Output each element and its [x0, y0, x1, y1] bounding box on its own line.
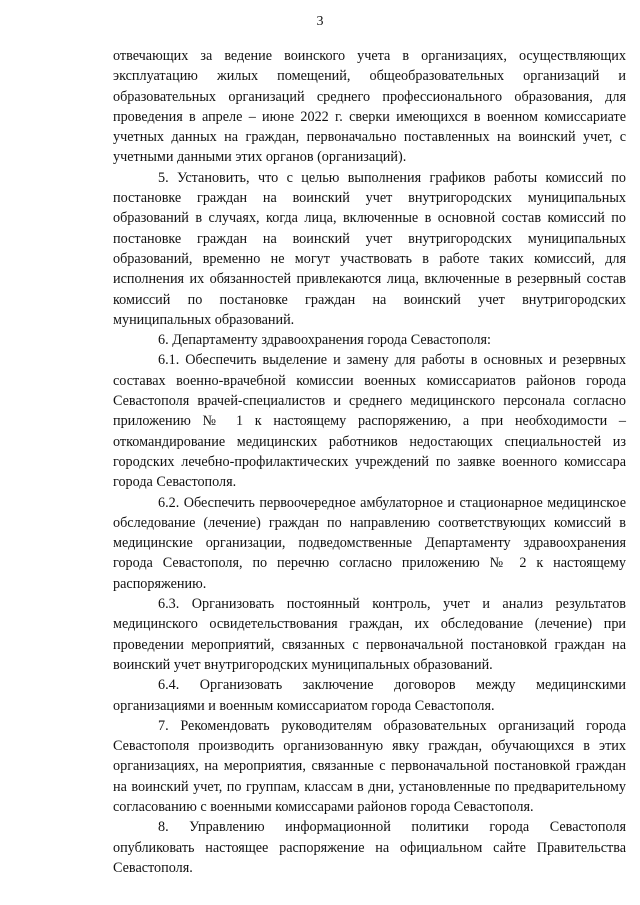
paragraph-item-6-4: 6.4. Организовать заключение договоров между медицинскими организациями и военным комиссариатом города Севастополя. — [113, 677, 626, 714]
paragraph-item-8: 8. Управлению информационной политики города Севастополя опубликовать настоящее распоряжение на официальном сайте Правительства Севастополя. — [113, 819, 626, 876]
paragraph-item-7: 7. Рекомендовать руководителям образовательных организаций города Севастополя производить организованную явку граждан, обучающихся в этих организациях, на мероприятия, связанные с первоначальной постановкой граждан на воинский учет, по группам, классам в дни, установленные по предварительному согласованию с военными комиссарами районов города Севастополя. — [113, 717, 626, 815]
paragraph-item-6-1: 6.1. Обеспечить выделение и замену для работы в основных и резервных составах военно-врачебной комиссии военных комиссариатов районов города Севастополя врачей-специалистов и среднего медицинского персонала согласно приложению № 1 к настоящему распоряжению, а при необходимости – откомандирование медицинских работников недостающих специальностей из городских лечебно-профилактических учреждений по заявке военного комиссара города Севастополя. — [113, 352, 626, 491]
paragraph-continuation: отвечающих за ведение воинского учета в организациях, осуществляющих эксплуатацию жилых помещений, общеобразовательных организаций и образовательных организаций среднего профессионального образования, для проведения в апреле – июне 2022 г. сверки имеющихся в военном комиссариате учетных данных на граждан, первоначально поставленных на воинский учет, с учетными данными этих органов (организаций). — [113, 48, 626, 166]
paragraph-item-5: 5. Установить, что с целью выполнения графиков работы комиссий по постановке граждан на воинский учет внутригородских муниципальных образований в случаях, когда лица, включенные в основной состав комиссий по постановке граждан на воинский учет внутригородских муниципальных образований, временно не могут участвовать в работе таких комиссий, для исполнения их обязанностей привлекаются лица, включенные в резервный состав комиссий по постановке граждан на воинский учет внутригородских муниципальных образований. — [113, 169, 626, 328]
paragraph-item-6-3: 6.3. Организовать постоянный контроль, учет и анализ результатов медицинского освидетельствования граждан, их обследование (лечение) при проведении мероприятий, связанных с первоначальной постановкой граждан на воинский учет внутригородских муниципальных образований. — [113, 596, 626, 673]
paragraph-item-6: 6. Департаменту здравоохранения города Севастополя: — [158, 332, 491, 349]
document-body — [113, 46, 626, 878]
page-number: 3 — [316, 14, 324, 29]
paragraph-item-6-2: 6.2. Обеспечить первоочередное амбулаторное и стационарное медицинское обследование (лечение) граждан по направлению соответствующих комиссий в медицинские организации, подведомственные Департаменту здравоохранения города Севастополя, по перечню согласно приложению № 2 к настоящему распоряжению. — [113, 494, 626, 592]
